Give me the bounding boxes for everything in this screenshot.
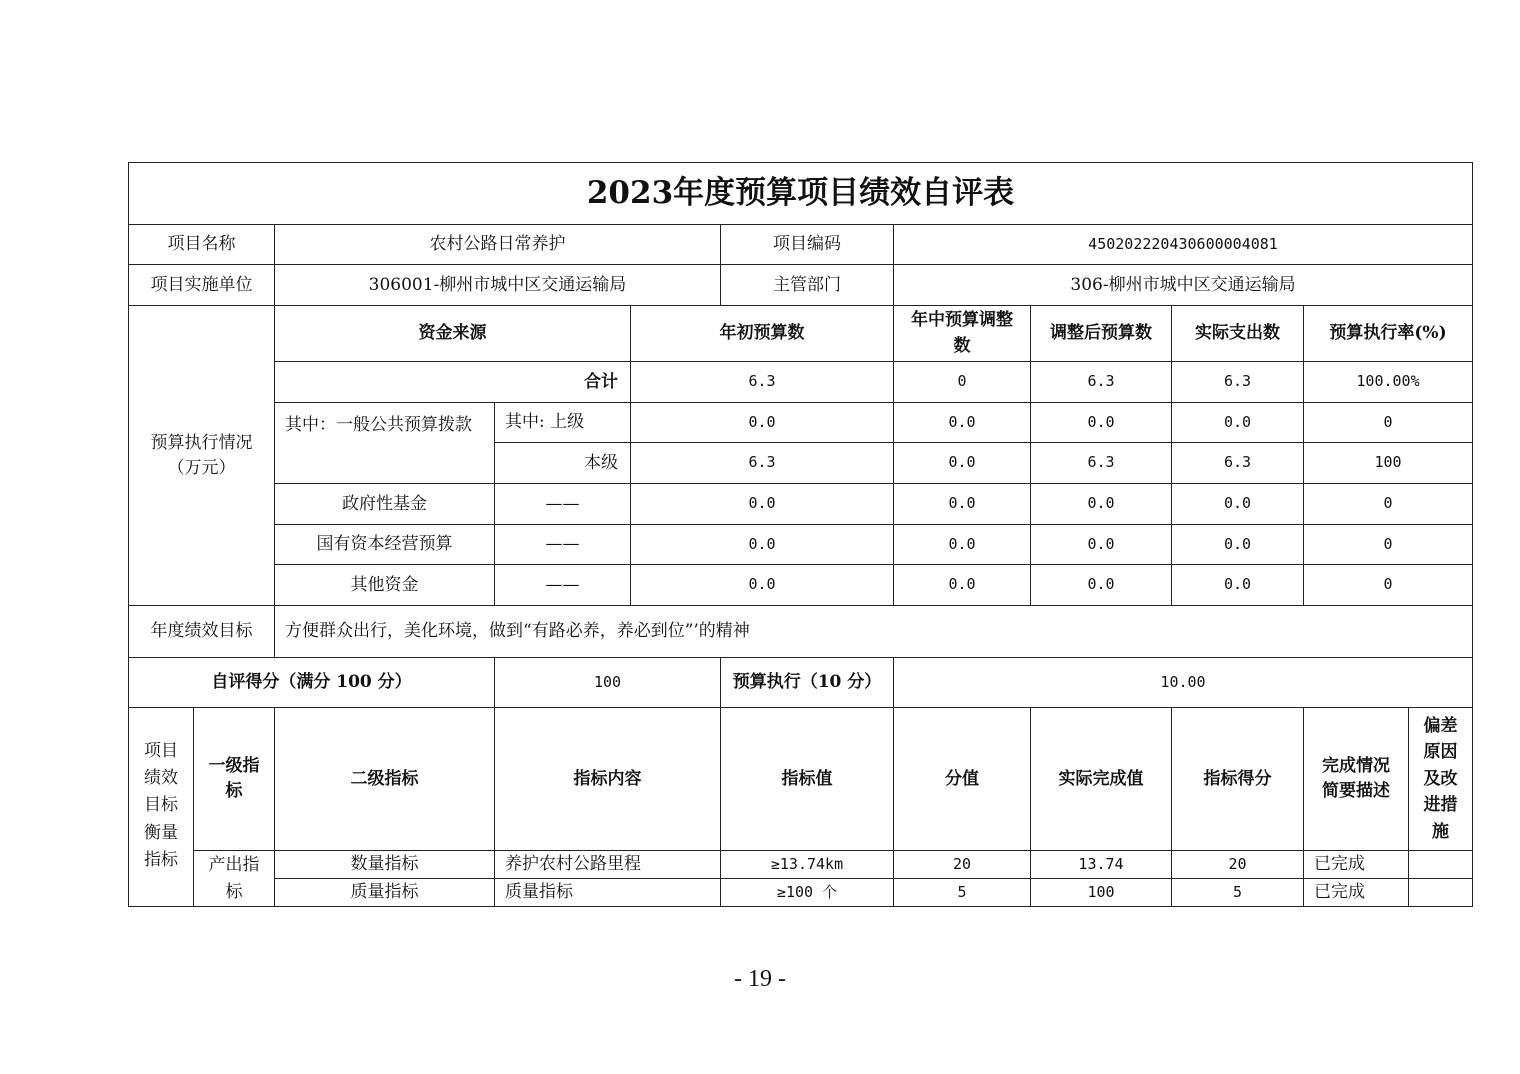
header-score-value: 分值 — [894, 708, 1031, 851]
row1-value: ≥13.74km — [721, 851, 894, 879]
superior-adjusted: 0.0 — [1031, 403, 1172, 443]
row1-content: 养护农村公路里程 — [495, 851, 721, 879]
row2-level2: 质量指标 — [275, 879, 495, 907]
gov-fund-rate: 0 — [1304, 484, 1473, 525]
header-adjusted: 调整后预算数 — [1031, 306, 1172, 362]
header-actual: 实际支出数 — [1172, 306, 1304, 362]
header-mid-adjust: 年中预算调整数 — [894, 306, 1031, 362]
gov-fund-dash: —— — [495, 484, 631, 525]
state-capital-rate: 0 — [1304, 525, 1473, 565]
dept-label: 主管部门 — [721, 265, 894, 306]
other-fund-mid: 0.0 — [894, 565, 1031, 606]
local-rate: 100 — [1304, 443, 1473, 484]
row1-desc: 已完成 — [1304, 851, 1409, 879]
state-capital-label: 国有资本经营预算 — [275, 525, 495, 565]
header-desc: 完成情况简要描述 — [1304, 708, 1409, 851]
header-initial: 年初预算数 — [631, 306, 894, 362]
row2-score: 5 — [1172, 879, 1304, 907]
indicators-section-label: 项目绩效目标衡量指标 — [129, 708, 194, 907]
header-deviation: 偏差原因及改进措施 — [1409, 708, 1473, 851]
superior-initial: 0.0 — [631, 403, 894, 443]
state-capital-adjusted: 0.0 — [1031, 525, 1172, 565]
gov-fund-initial: 0.0 — [631, 484, 894, 525]
row2-actual: 100 — [1031, 879, 1172, 907]
other-fund-initial: 0.0 — [631, 565, 894, 606]
total-actual: 6.3 — [1172, 362, 1304, 403]
row1-level2: 数量指标 — [275, 851, 495, 879]
gov-fund-adjusted: 0.0 — [1031, 484, 1172, 525]
state-capital-dash: —— — [495, 525, 631, 565]
annual-goal: 方便群众出行，美化环境，做到“有路必养，养必到位”’的精神 — [275, 606, 1473, 658]
project-name-label: 项目名称 — [129, 225, 275, 265]
total-initial: 6.3 — [631, 362, 894, 403]
gov-fund-mid: 0.0 — [894, 484, 1031, 525]
total-mid: 0 — [894, 362, 1031, 403]
gov-fund-actual: 0.0 — [1172, 484, 1304, 525]
total-adjusted: 6.3 — [1031, 362, 1172, 403]
budget-exec-score: 10.00 — [894, 658, 1473, 708]
superior-label: 其中: 上级 — [495, 403, 631, 443]
header-source: 资金来源 — [275, 306, 631, 362]
row2-value: ≥100 个 — [721, 879, 894, 907]
superior-actual: 0.0 — [1172, 403, 1304, 443]
header-value: 指标值 — [721, 708, 894, 851]
gov-fund-label: 政府性基金 — [275, 484, 495, 525]
self-score: 100 — [495, 658, 721, 708]
row1-score: 20 — [1172, 851, 1304, 879]
header-level2: 二级指标 — [275, 708, 495, 851]
row1-deviation — [1409, 851, 1473, 879]
total-label: 合计 — [275, 362, 631, 403]
local-initial: 6.3 — [631, 443, 894, 484]
header-actual-value: 实际完成值 — [1031, 708, 1172, 851]
project-code-label: 项目编码 — [721, 225, 894, 265]
level1-output: 产出指标 — [194, 851, 275, 907]
performance-evaluation-table — [128, 162, 1473, 907]
other-fund-actual: 0.0 — [1172, 565, 1304, 606]
row1-actual: 13.74 — [1031, 851, 1172, 879]
other-fund-adjusted: 0.0 — [1031, 565, 1172, 606]
other-fund-rate: 0 — [1304, 565, 1473, 606]
budget-section-label: 预算执行情况（万元） — [129, 306, 275, 606]
self-score-label: 自评得分（满分 100 分） — [129, 658, 495, 708]
header-indicator-score: 指标得分 — [1172, 708, 1304, 851]
page-number: - 19 - — [734, 966, 786, 992]
superior-mid: 0.0 — [894, 403, 1031, 443]
local-mid: 0.0 — [894, 443, 1031, 484]
other-fund-label: 其他资金 — [275, 565, 495, 606]
header-rate: 预算执行率(%) — [1304, 306, 1473, 362]
row2-content: 质量指标 — [495, 879, 721, 907]
project-code: 450202220430600004081 — [894, 225, 1473, 265]
table-title: 2023年度预算项目绩效自评表 — [129, 163, 1473, 225]
impl-unit: 306001-柳州市城中区交通运输局 — [275, 265, 721, 306]
local-actual: 6.3 — [1172, 443, 1304, 484]
annual-goal-label: 年度绩效目标 — [129, 606, 275, 658]
impl-unit-label: 项目实施单位 — [129, 265, 275, 306]
row2-score-value: 5 — [894, 879, 1031, 907]
state-capital-mid: 0.0 — [894, 525, 1031, 565]
superior-rate: 0 — [1304, 403, 1473, 443]
local-label: 本级 — [495, 443, 631, 484]
general-budget-label: 其中：一般公共预算拨款 — [275, 403, 495, 484]
state-capital-initial: 0.0 — [631, 525, 894, 565]
dept: 306-柳州市城中区交通运输局 — [894, 265, 1473, 306]
project-name: 农村公路日常养护 — [275, 225, 721, 265]
state-capital-actual: 0.0 — [1172, 525, 1304, 565]
other-fund-dash: —— — [495, 565, 631, 606]
local-adjusted: 6.3 — [1031, 443, 1172, 484]
header-level1: 一级指标 — [194, 708, 275, 851]
total-rate: 100.00% — [1304, 362, 1473, 403]
row2-desc: 已完成 — [1304, 879, 1409, 907]
row2-deviation — [1409, 879, 1473, 907]
row1-score-value: 20 — [894, 851, 1031, 879]
budget-exec-label: 预算执行（10 分） — [721, 658, 894, 708]
header-content: 指标内容 — [495, 708, 721, 851]
